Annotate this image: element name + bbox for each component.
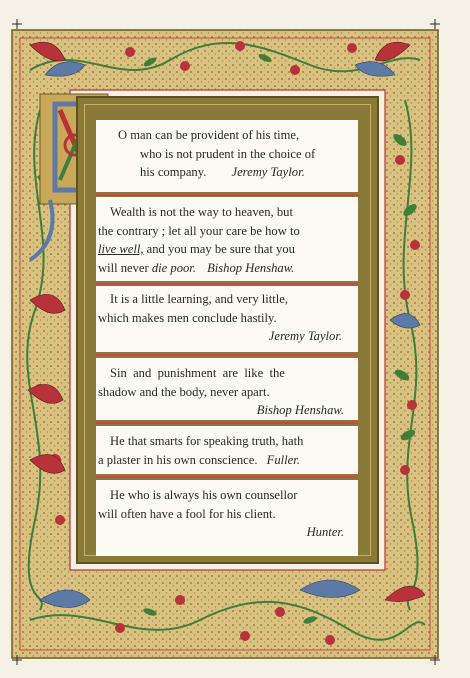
divider-rule [96,194,358,196]
quote-3-line-1: It is a little learning, and very little, [110,292,289,306]
quote-2-line-2: the contrary ; let all your care be how to [98,223,300,238]
quote-6-line-1: He who is always his own counsellor [110,488,298,502]
divider-rule [96,283,358,285]
quote-2-italic-live-well: live well, [98,242,144,256]
divider-rule [96,354,358,356]
quote-block-1 [96,120,358,192]
quote-2-line-1: Wealth is not the way to heaven, but [110,205,293,219]
quote-3-author: Jeremy Taylor. [268,329,342,343]
quote-4-line-1: Sin and punishment are like the [110,366,285,380]
quote-5-line-2 [96,451,358,470]
quote-2-author: Bishop Henshaw. [207,260,295,275]
quote-1-text-end: his company. [140,165,207,179]
quote-6-author: Hunter. [306,525,344,539]
quote-5-author: Fuller. [266,452,300,467]
quote-1-line-2: who is not prudent in the choice of [140,146,316,161]
quote-1-line-1: O man can be provident of his time, [118,128,300,142]
quote-2-line-3-rest: and you may be sure that you [143,242,295,256]
quote-block-2 [96,197,358,281]
quote-5-text-end: a plaster in his own conscience. [98,452,258,467]
quote-3-line-2: which makes men conclude hastily. [98,310,277,325]
quote-2-italic-die-poor: die poor. [151,260,196,275]
quote-2-line-4 [96,259,358,278]
divider-rule [96,476,358,478]
quote-2-line-4-start: will never [98,260,152,275]
quote-5-line-1: He that smarts for speaking truth, hath [110,434,304,448]
quote-2-line-3 [96,240,358,259]
divider-rule [96,422,358,424]
quote-6-line-2: will often have a fool for his client. [98,506,276,521]
quote-4-author: Bishop Henshaw. [256,403,344,417]
quote-1-line-3 [96,163,358,182]
quote-block-5 [96,426,358,474]
quote-block-3 [96,286,358,352]
quote-block-4 [96,358,358,420]
quote-block-6 [96,480,358,556]
quote-1-author: Jeremy Taylor. [231,165,305,179]
quote-4-line-2: shadow and the body, never apart. [98,384,270,399]
